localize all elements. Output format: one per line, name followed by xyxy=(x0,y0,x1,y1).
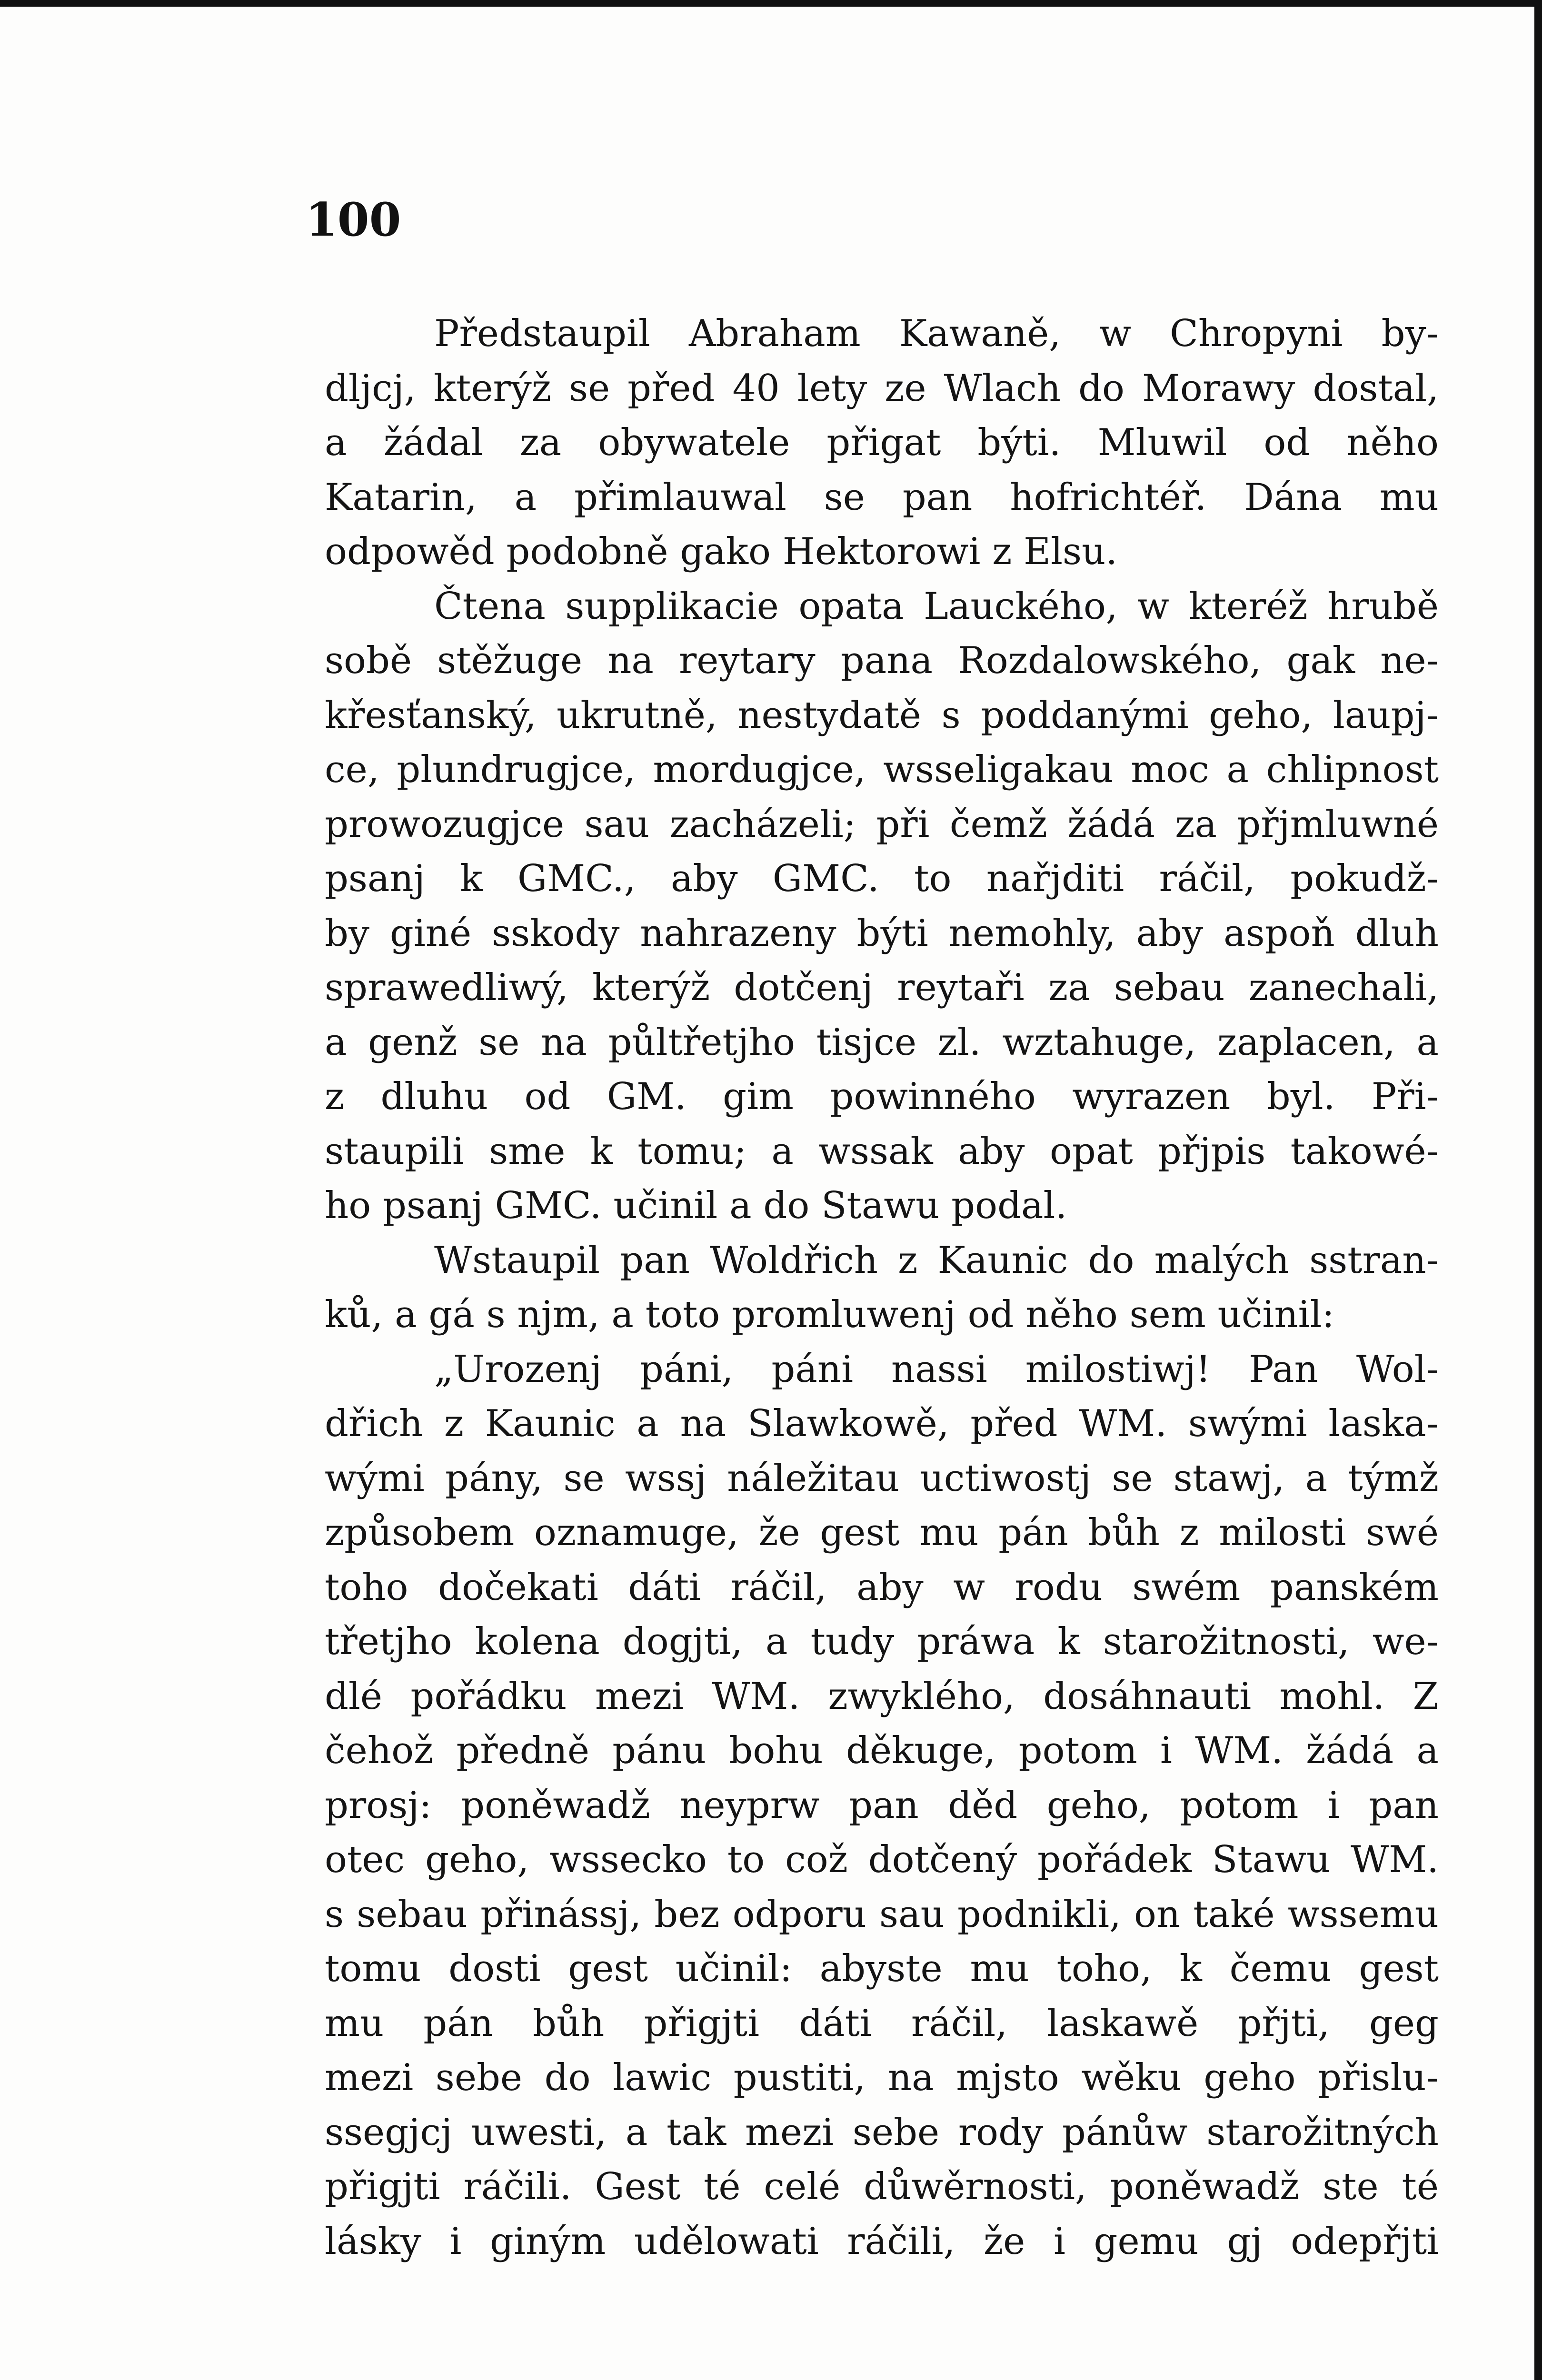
text-line: dlé pořádku mezi WM. zwyklého, dosáhnauti mohl. Z xyxy=(325,1675,1439,1718)
text-line: prosj: poněwadž neyprw pan děd geho, potom i pan xyxy=(325,1784,1439,1827)
text-line: Katarin, a přimlauwal se pan hofrichtéř. Dána mu xyxy=(325,476,1439,519)
text-line: Čtena supplikacie opata Lauckého, w kteréž hrubě xyxy=(434,585,1439,628)
text-line: křesťanský, ukrutně, nestydatě s poddanými geho, laupj- xyxy=(325,694,1439,737)
text-line: psanj k GMC., aby GMC. to nařjditi ráčil, pokudž- xyxy=(325,857,1439,900)
text-line: čehož předně pánu bohu děkuge, potom i WM. žádá a xyxy=(325,1729,1439,1772)
text-line: odpowěd podobně gako Hektorowi z Elsu. xyxy=(325,530,1118,573)
text-line: otec geho, wssecko to což dotčený pořádek Stawu WM. xyxy=(325,1838,1439,1881)
text-line: ce, plundrugjce, mordugjce, wsseligakau moc a chlipnost xyxy=(325,748,1439,791)
text-line: Předstaupil Abraham Kawaně, w Chropyni by- xyxy=(434,312,1439,355)
text-line: dřich z Kaunic a na Slawkowě, před WM. swými laska- xyxy=(325,1402,1439,1445)
text-line: ssegjcj uwesti, a tak mezi sebe rody pánůw starožitných xyxy=(325,2111,1439,2154)
body-text xyxy=(325,307,1439,2269)
text-line: toho dočekati dáti ráčil, aby w rodu swém panském xyxy=(325,1566,1439,1609)
text-line: tomu dosti gest učinil: abyste mu toho, k čemu gest xyxy=(325,1947,1439,1990)
text-line: sobě stěžuge na reytary pana Rozdalowského, gak ne- xyxy=(325,639,1439,682)
text-line: a žádal za obywatele přigat býti. Mluwil od něho xyxy=(325,421,1439,464)
text-line: přigjti ráčili. Gest té celé důwěrnosti, poněwadž ste té xyxy=(325,2165,1439,2208)
text-line: s sebau přinássj, bez odporu sau podnikli, on také wssemu xyxy=(325,1893,1439,1936)
text-line: sprawedliwý, kterýž dotčenj reytaři za sebau zanechali, xyxy=(325,966,1439,1009)
text-line: mezi sebe do lawic pustiti, na mjsto wěku geho přislu- xyxy=(325,2056,1439,2099)
text-line: dljcj, kterýž se před 40 lety ze Wlach do Morawy dostal, xyxy=(325,367,1439,410)
text-line: a genž se na půltřetjho tisjce zl. wztahuge, zaplacen, a xyxy=(325,1021,1439,1064)
text-line: mu pán bůh přigjti dáti ráčil, laskawě přjti, geg xyxy=(325,2002,1439,2045)
text-line: wými pány, se wssj náležitau uctiwostj se stawj, a týmž xyxy=(325,1457,1439,1500)
text-line: způsobem oznamuge, že gest mu pán bůh z milosti swé xyxy=(325,1511,1439,1554)
text-line: třetjho kolena dogjti, a tudy práwa k starožitnosti, we- xyxy=(325,1620,1439,1663)
text-line: „Urozenj páni, páni nassi milostiwj! Pan Wol- xyxy=(434,1348,1439,1391)
text-line: staupili sme k tomu; a wssak aby opat přjpis takowé- xyxy=(325,1130,1439,1173)
text-line: z dluhu od GM. gim powinného wyrazen byl. Při- xyxy=(325,1075,1439,1118)
text-line: Wstaupil pan Woldřich z Kaunic do malých sstran- xyxy=(434,1239,1439,1282)
text-line: ků, a gá s njm, a toto promluwenj od něho sem učinil: xyxy=(325,1293,1334,1336)
text-line: lásky i giným udělowati ráčili, že i gemu gj odepřjti xyxy=(325,2220,1439,2263)
text-line: prowozugjce sau zacházeli; při čemž žádá za přjmluwné xyxy=(325,803,1439,846)
text-line: by giné sskody nahrazeny býti nemohly, aby aspoň dluh xyxy=(325,912,1439,955)
text-line: ho psanj GMC. učinil a do Stawu podal. xyxy=(325,1184,1067,1227)
page-number: 100 xyxy=(306,193,401,247)
